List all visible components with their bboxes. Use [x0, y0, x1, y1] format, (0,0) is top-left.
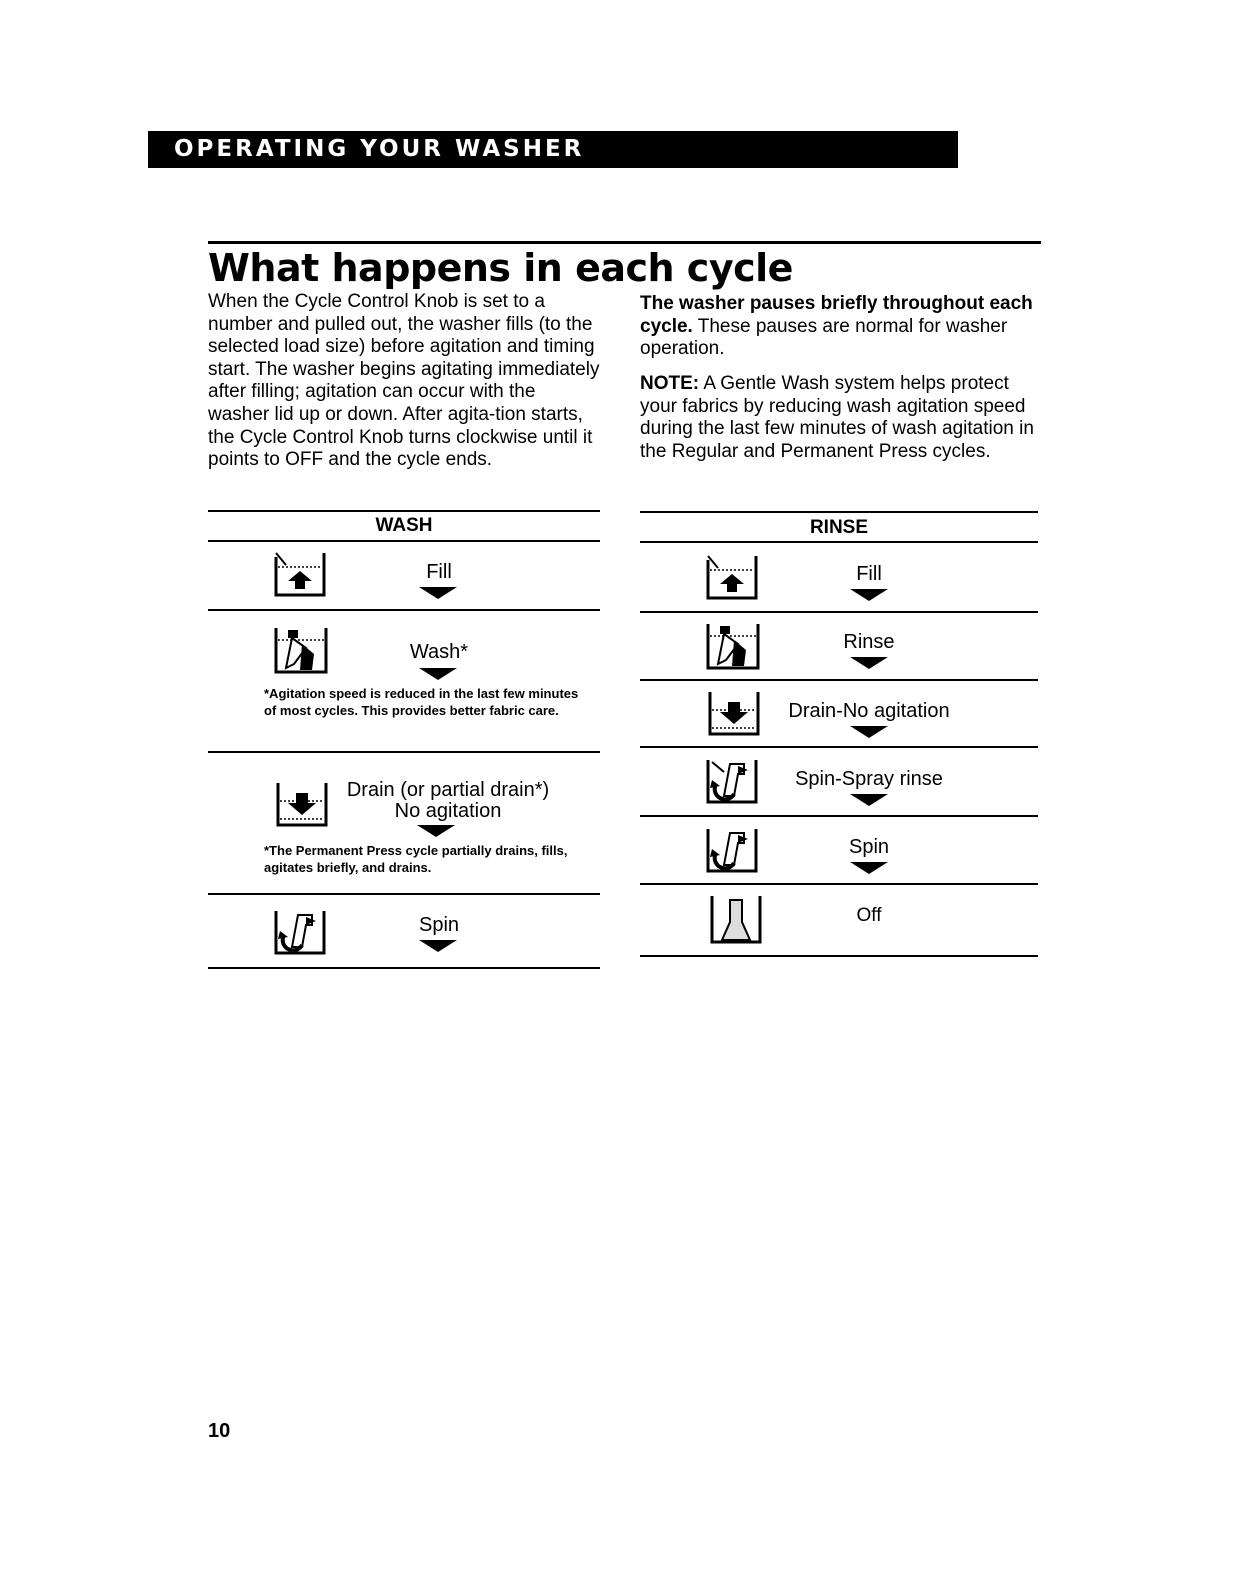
rinse-icon: [704, 620, 764, 672]
intro-paragraph: When the Cycle Control Knob is set to a number and pulled out, the washer fills (to the selected load size) before agitation and timing start. The washer begins agitating immediately after filling; agitation can occur with the washer lid up or down. After agita-tion starts, the Cycle Control Knob turns clockwise until it points to OFF and the cycle ends.: [208, 291, 600, 471]
title-rule: [208, 241, 1041, 244]
note-text: A Gentle Wash system helps protect your fabrics by reducing wash agitation speed during the last few minutes of wash agitation in the Regular and Permanent Press cycles.: [640, 373, 1034, 462]
note-label: NOTE:: [640, 373, 700, 394]
footnote: *The Permanent Press cycle partially drains, fills, agitates briefly, and drains.: [264, 843, 568, 875]
down-arrow-icon: [419, 940, 457, 952]
step-label: Fill: [856, 563, 882, 585]
down-arrow-icon: [419, 587, 457, 599]
table-rule: [208, 510, 600, 512]
table-rule: [640, 511, 1038, 513]
down-arrow-icon: [850, 794, 888, 806]
table-rule: [640, 746, 1038, 748]
step-label: Spin-Spray rinse: [795, 768, 943, 790]
step-label: Off: [856, 905, 882, 926]
spin-icon: [272, 907, 332, 957]
note-paragraph: [640, 373, 1040, 463]
pause-emphasis: The washer pauses briefly throughout each cycle.: [640, 293, 1033, 337]
step-label: Drain-No agitation: [788, 700, 950, 722]
section-banner: OPERATING YOUR WASHER: [148, 131, 958, 168]
down-arrow-icon: [850, 657, 888, 669]
off-icon: [708, 892, 764, 946]
drain-icon: [274, 779, 332, 829]
step-label-secondary: No agitation: [394, 800, 502, 822]
down-arrow-icon: [850, 589, 888, 601]
fill-icon: [272, 549, 332, 599]
step-label: Spin: [418, 914, 460, 936]
page-number: 10: [208, 1420, 231, 1442]
table-rule: [640, 955, 1038, 957]
table-rule: [640, 815, 1038, 817]
table-rule: [640, 611, 1038, 613]
step-label: Spin: [848, 836, 890, 858]
down-arrow-icon: [850, 862, 888, 874]
table-rule: [208, 540, 600, 542]
fill-icon: [704, 552, 764, 602]
table-rule: [640, 883, 1038, 885]
down-arrow-icon: [419, 668, 457, 680]
rinse-heading: RINSE: [809, 517, 869, 538]
page-title: What happens in each cycle: [208, 246, 793, 290]
table-rule: [640, 679, 1038, 681]
wash-heading: WASH: [375, 515, 433, 536]
wash-icon: [272, 624, 332, 676]
drain-icon: [706, 688, 764, 738]
table-rule: [208, 893, 600, 895]
step-label: Fill: [426, 561, 452, 583]
pause-paragraph: [640, 293, 1040, 361]
spin-spray-icon: [704, 756, 764, 806]
table-rule: [208, 967, 600, 969]
step-label: Rinse: [843, 631, 895, 653]
step-label: Wash*: [409, 641, 469, 663]
down-arrow-icon: [417, 825, 455, 837]
table-rule: [208, 609, 600, 611]
down-arrow-icon: [850, 726, 888, 738]
pause-text: These pauses are normal for washer operation.: [640, 315, 1008, 360]
step-label: Drain (or partial drain*): [346, 779, 550, 801]
spin-icon: [704, 825, 764, 875]
footnote: *Agitation speed is reduced in the last few minutes of most cycles. This provides better fabric care.: [264, 686, 579, 718]
table-rule: [208, 751, 600, 753]
table-rule: [640, 541, 1038, 543]
